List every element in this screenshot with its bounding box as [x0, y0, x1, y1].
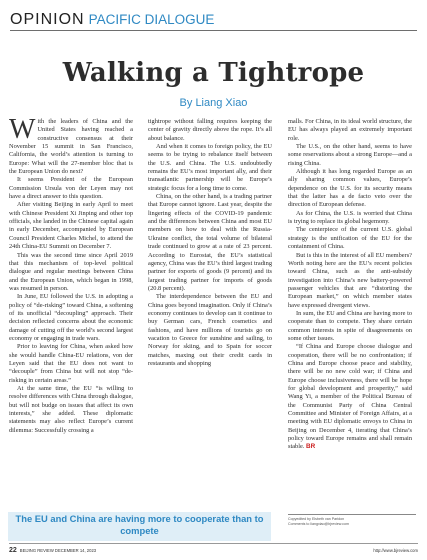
page-footer [9, 543, 418, 556]
byline: By Liang Xiao [179, 97, 248, 109]
pull-quote: The EU and China are having more to cooperate than to compete [8, 512, 271, 541]
paragraph: Prior to leaving for China, when asked how she would handle China-EU relations, von der Leyen said that the EU does not want to “decouple” from China but will not stop “de-risking in certain areas.” [9, 343, 133, 384]
paragraph: At the same time, the EU “is willing to resolve differences with China through dialogue, but will not budge on issues that affect its own interests,” she added. These diplomatic statements may also reflect Europe’s current dilemma: Successfully crossing a [9, 385, 133, 434]
paragraph: The centerpiece of the current U.S. global strategy is the unification of the EU for the containment of China. [288, 226, 412, 251]
paragraph: As for China, the U.S. is worried that China is trying to replace its global hegemony. [288, 209, 412, 226]
section-header [10, 8, 417, 31]
copyeditor-credit: Copyedited by Elsbeth van Paridon [288, 517, 345, 521]
paragraph: This was the second time since April 2019 that this mechanism of top-level political dialogue and regular meetings between China and the European Union, which began in 1998, was resumed in person. [9, 251, 133, 292]
publication-info: BEIJING REVIEW DECEMBER 14, 2023 [19, 547, 97, 553]
paragraph: And when it comes to foreign policy, the EU seems to be trying to rebalance itself between the U.S. and China. The U.S. undoubtedly remains the EU’s most important ally, and their transatlantic partnership will be Europe’s strategic focus for a long time to come. [148, 143, 272, 192]
paragraph: “If China and Europe choose dialogue and cooperation, there will be no confrontation; if China and Europe choose peace and stability, there will be no new cold war; if China and Europe choose inclusiveness, there will be hope for global development and prosperity,” said Wang Yi, a member of the Political Bureau of the Communist Party of China Central Committee and Minister of Foreign Affairs, at a meeting with EU diplomatic envoys to China in Beijing on December 4, iterating that China’s policy toward Europe remains and shall remain stable. BR [288, 343, 412, 451]
paragraph: tightrope without falling requires keeping the center of gravity directly above the rope. It’s all about balance. [148, 118, 272, 142]
drop-cap: W [9, 118, 36, 145]
paragraph: In sum, the EU and China are having more to cooperate than to compete. They share certain common interests in spite of disagreements on some other issues. [288, 309, 412, 342]
paragraph: China, on the other hand, is a trading partner that Europe cannot ignore. Last year, despite the lingering effects of the COVID-19 pandemic and the differences between China and most EU members on how to deal with the Russia-Ukraine conflict, the total volume of bilateral trade continued to grow at a rate of 23 percent. According to Eurostat, the EU’s statistical agency, China was the EU’s third largest trading partner for exports of goods (9 percent) and its largest trading partner for imports of goods (20.8 percent). [148, 193, 272, 292]
article-title: Walking a Tightrope [62, 58, 365, 88]
article-column-1 [9, 118, 133, 522]
end-mark: BR [305, 443, 316, 451]
website-link[interactable]: http://www.bjreview.com [373, 547, 418, 553]
paragraph: The interdependence between the EU and China goes beyond imagination. Only if China’s economy continues to develop can it continue to buy German cars, French cosmetics and fashions, and have millions of tourists go on vacation to Greece for sunshine and sailing, to Norway for skiing, and to Spain for soccer matches, maxing out their credit cards in restaurants and shopping [148, 293, 272, 367]
paragraph: malls. For China, in its ideal world structure, the EU has always played an extremely important role. [288, 118, 412, 142]
paragraph: The U.S., on the other hand, seems to have some reservations about a strong Europe—and a rising China. [288, 143, 412, 167]
comments-contact: Comments to liangxiao@bjreview.com [288, 522, 349, 526]
subsection-label: PACIFIC DIALOGUE [88, 12, 215, 27]
footer-left [9, 547, 96, 554]
article-column-3 [288, 118, 412, 510]
paragraph: But is this in the interest of all EU members? Worth noting here are the EU’s recent policies toward China, such as the anti-subsidy investigation into China’s new battery-powered passenger vehicles that are “distorting the European market,” on which member states have expressed divergent views. [288, 251, 412, 309]
section-label: OPINION [10, 11, 85, 28]
paragraph: Although it has long regarded Europe as an ally sharing common values, Europe’s dependence on the U.S. for its security means that the latter has a de facto veto over the direction of European defense. [288, 168, 412, 209]
paragraph: After visiting Beijing in early April to meet with Chinese President Xi Jinping and other top officials, she landed in the Chinese capital again in early December, accompanied by European Council President Charles Michel, to attend the 24th China-EU Summit on December 7. [9, 201, 133, 251]
page-number: 22 [9, 546, 17, 554]
paragraph: It seems President of the European Commission Ursula von der Leyen may not have a direct answer to this question. [9, 176, 133, 201]
paragraph: With the leaders of China and the United States having reached a constructive consensus at their November 15 summit in San Francisco, California, the world’s attention is turning to Europe: What will the 27-member bloc that is the European Union do next? [9, 118, 133, 176]
article-column-2 [148, 118, 272, 556]
paragraph: In June, EU followed the U.S. in adopting a policy of “de-risking” toward China, a softening of its unofficial “decoupling” approach. Their decision reflected concerns about the economic damage of cutting off the world’s second largest economy or engaging in trade wars. [9, 293, 133, 342]
credits [288, 514, 416, 527]
